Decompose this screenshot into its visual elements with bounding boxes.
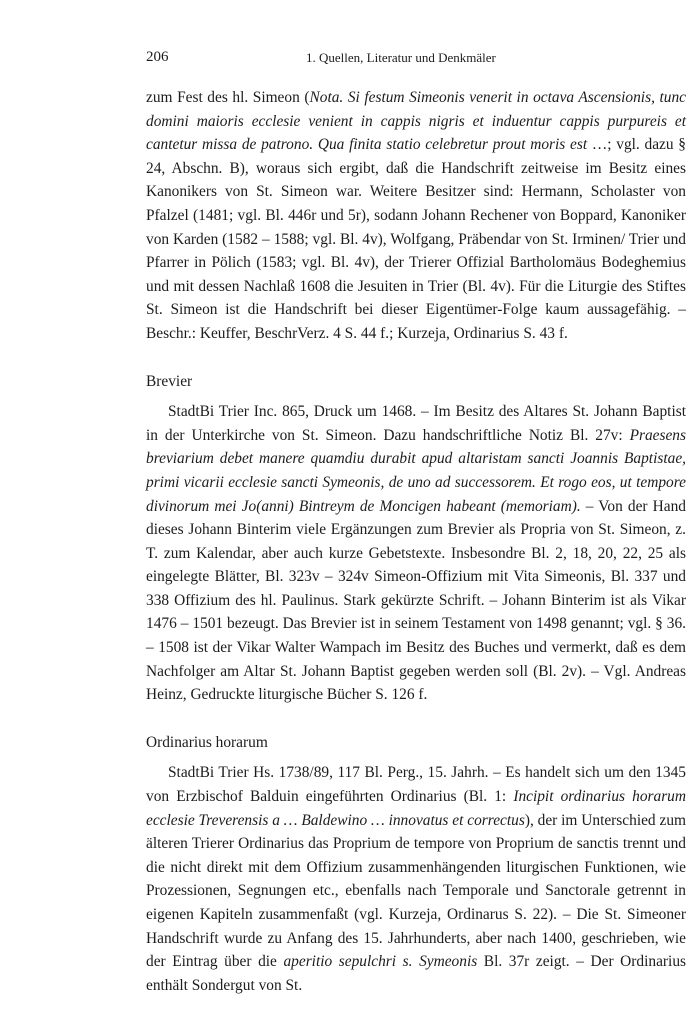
page-body xyxy=(146,86,686,997)
latin-quotation: Nota. Si festum Simeonis venerit in octava Ascensionis, tunc domini maioris ecclesie venient in cappis nigris et induentur cappis purpureis et cantetur missa de patrono. Qua finita statio celebretur prout moris est xyxy=(146,89,686,154)
text-run: StadtBi Trier Inc. 865, Druck um 1468. – Im Besitz des Altares St. Johann Baptist in der Unterkirche von St. Simeon. Dazu handschriftliche Notiz Bl. 27v: xyxy=(146,403,686,444)
text-run: Bl. 37r zeigt. – Der Ordinarius enthält Sondergut von St. xyxy=(146,953,686,994)
page-number: 206 xyxy=(146,49,169,65)
section-heading-ordinarius: Ordinarius horarum xyxy=(146,733,268,751)
section-heading-brevier: Brevier xyxy=(146,372,193,390)
text-run: zum Fest des hl. Simeon ( xyxy=(146,89,310,106)
latin-quotation: Praesens breviarium debet manere quamdiu durabit apud altaristam sancti Joannis Baptistae, primi vicarii ecclesie sancti Symeonis, de uno ad successorem. Et rogo eos, ut tempore divinorum mei Jo(anni) Bintreym de Moncigen habeant (memoriam). xyxy=(146,426,686,515)
text-run: StadtBi Trier Hs. 1738/89, 117 Bl. Perg., 15. Jahrh. – Es handelt sich um den 1345 von Erzbischof Balduin eingeführten Ordinarius (Bl. 1: xyxy=(146,764,686,806)
text-run: – Von der Hand dieses Johann Binterim viele Ergänzungen zum Brevier als Propria von St. Simeon, z. T. zum Kalendar, aber auch kurze Gebetstexte. Insbesondre Bl. 2, 18, 20, 22, 25 als eingelegte Blätter, Bl. 323v – 324v Simeon-Offizium mit Vita Simeonis, Bl. 337 und 338 Offizium des hl. Paulinus. Stark gekürzte Schrift. – Johann Binterim ist als Vikar 1476 – 1501 bezeugt. Das Brevier ist in seinem Testament von 1498 genannt; vgl. § 36. – 1508 ist der Vikar Walter Wampach im Besitz des Buches und vermerkt, daß es dem Nachfolger am Altar St. Johann Baptist gegeben werden soll (Bl. 2v). – Vgl. Andreas Heinz, Gedruckte liturgische Bücher S. 126 f. xyxy=(146,497,686,704)
text-run: …; vgl. dazu § 24, Abschn. B), woraus sich ergibt, daß die Handschrift zeitweise im Besitz eines Kanonikers von St. Simeon war. Weitere Besitzer sind: Hermann, Scholaster von Pfalzel (1481; vgl. Bl. 446r und 5r), sodann Johann Rechener von Boppard, Kanoniker von Karden (1582 – 1588; vgl. Bl. 4v), Wolfgang, Präbendar von St. Irminen/ Trier und Pfarrer in Pölich (1583; vgl. Bl. 4v), der Trierer Offizial Bartholomäus Bodeghemius und mit dessen Nachlaß 1608 die Jesuiten in Trier (Bl. 4v). Für die Liturgie des Stiftes St. Simeon ist die Handschrift bei dieser Eigentümer-Folge kaum aussagefähig. – Beschr.: Keuffer, BeschrVerz. 4 S. 44 f.; Kurzeja, Ordinarius S. 43 f. xyxy=(146,136,686,342)
running-title: 1. Quellen, Literatur und Denkmäler xyxy=(306,50,496,65)
paragraph-brevier xyxy=(146,400,686,707)
paragraph-ordinarius xyxy=(146,761,686,997)
paragraph-continuation xyxy=(146,86,686,346)
text-run: ), der im Unterschied zum älteren Trierer Ordinarius das Proprium de tempore von Proprium de sanctis trennt und die nicht direkt mit dem Offizium zusammenhängenden liturgischen Funktionen, wie Prozessionen, Segnungen etc., ebenfalls nach Temporale und Sanctorale getrennt in eigenen Kapiteln zusammenfaßt (vgl. Kurzeja, Ordinarus S. 22). – Die St. Simeoner Handschrift wurde zu Anfang des 15. Jahrhunderts, aber nach 1400, geschrieben, wie der Eintrag über die xyxy=(146,811,686,971)
latin-quotation: Incipit ordinarius horarum ecclesie Treverensis a … Baldewino … innovatus et correctus xyxy=(146,788,686,829)
latin-quotation: aperitio sepulchri s. Symeonis xyxy=(283,953,478,971)
